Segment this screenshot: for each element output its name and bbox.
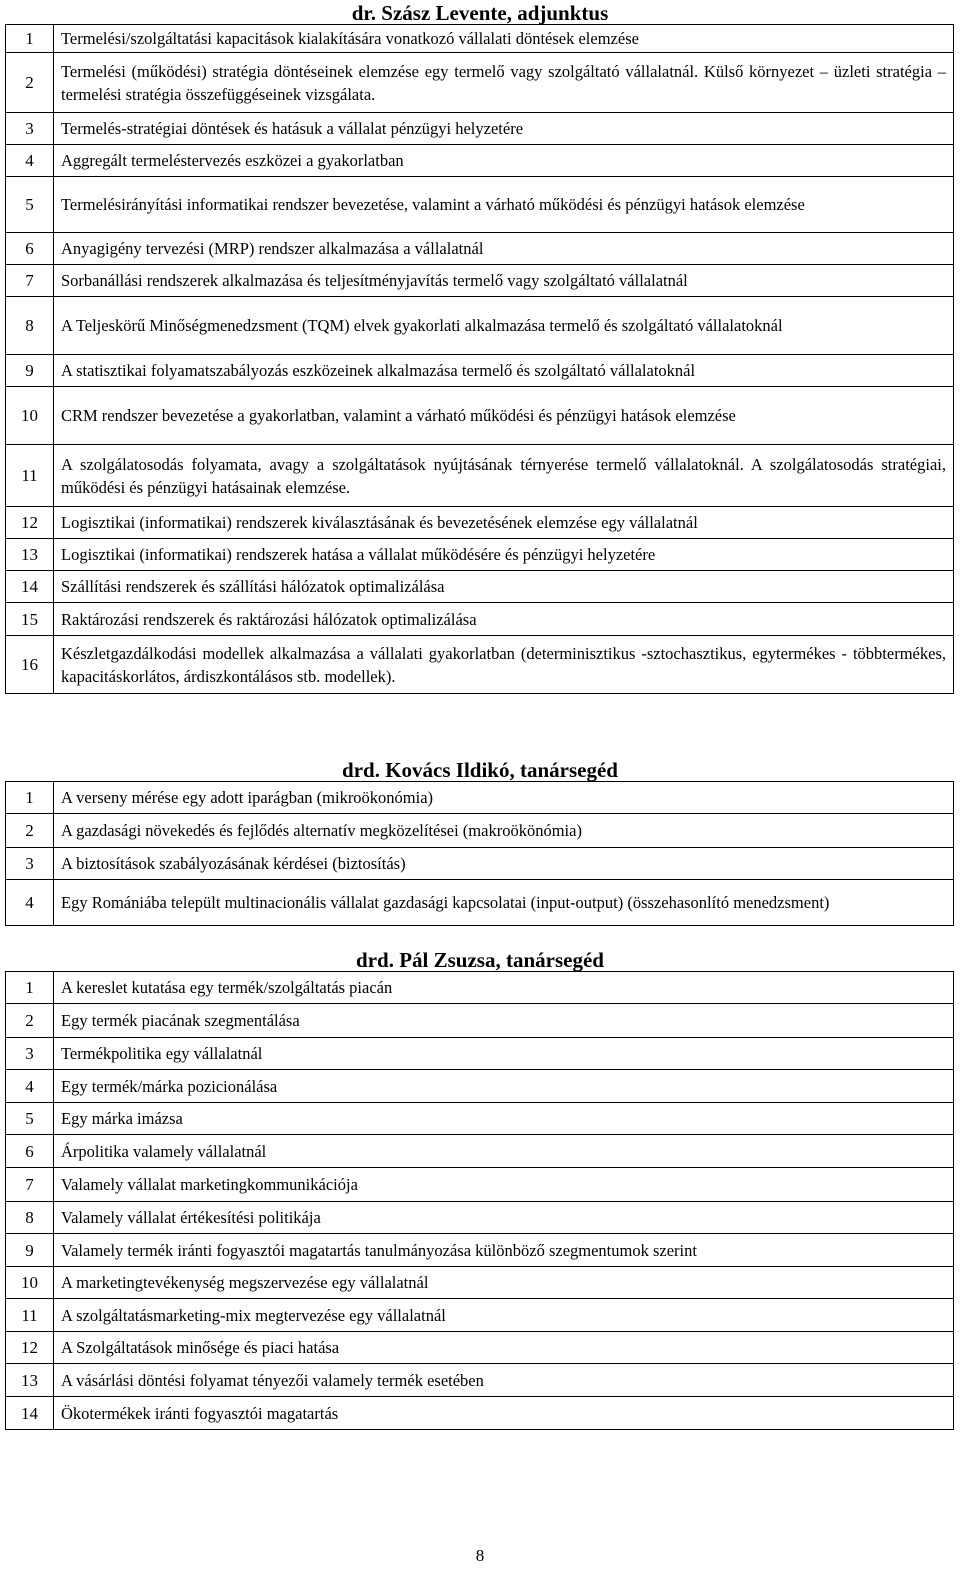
topic-title: A gazdasági növekedés és fejlődés alternatív megközelítései (makroökönómia) [54,814,954,848]
table-row [6,53,954,113]
topic-title: A kereslet kutatása egy termék/szolgáltatás piacán [54,972,954,1004]
table-row [6,297,954,355]
table-row [6,782,954,814]
topic-title: Ökotermékek iránti fogyasztói magatartás [54,1397,954,1430]
topic-title: CRM rendszer bevezetése a gyakorlatban, valamint a várható működési és pénzügyi hatások elemzése [54,387,954,445]
topic-title: A szolgálatosodás folyamata, avagy a szolgáltatások nyújtásának térnyerése termelő vállalatoknál. A szolgálatosodás stratégiai, működési és pénzügyi hatásainak elemzése. [54,445,954,507]
table-row [6,507,954,539]
topic-title: Valamely vállalat értékesítési politikája [54,1202,954,1234]
topic-title: Raktározási rendszerek és raktározási hálózatok optimalizálása [54,603,954,636]
topic-table-kovacs [5,781,954,926]
topic-number: 6 [6,1135,54,1168]
topic-title: Termelés-stratégiai döntések és hatásuk a vállalat pénzügyi helyzetére [54,113,954,145]
topic-title: A vásárlási döntési folyamat tényezői valamely termék esetében [54,1364,954,1397]
section-title-kovacs: drd. Kovács Ildikó, tanársegéd [342,758,618,782]
topic-title: A Szolgáltatások minősége és piaci hatása [54,1332,954,1364]
topic-title: Termelésirányítási informatikai rendszer bevezetése, valamint a várható működési és pénzügyi hatások elemzése [54,177,954,233]
topic-title: A Teljeskörű Minőségmenedzsment (TQM) elvek gyakorlati alkalmazása termelő és szolgáltató vállalatoknál [54,297,954,355]
topic-title: Termelési (működési) stratégia döntéseinek elemzése egy termelő vagy szolgáltató vállalatnál. Külső környezet – üzleti stratégia – termelési stratégia összefüggéseinek vizsgálata. [54,53,954,113]
table-row [6,880,954,926]
topic-number: 3 [6,113,54,145]
topic-number: 9 [6,355,54,387]
table-row [6,387,954,445]
topic-title: Logisztikai (informatikai) rendszerek kiválasztásának és bevezetésének elemzése egy vállalatnál [54,507,954,539]
table-row [6,445,954,507]
topic-title: A statisztikai folyamatszabályozás eszközeinek alkalmazása termelő és szolgáltató vállalatoknál [54,355,954,387]
topic-title: Termékpolitika egy vállalatnál [54,1038,954,1070]
topic-number: 2 [6,814,54,848]
section-title-pal: drd. Pál Zsuzsa, tanársegéd [356,948,604,972]
table-row [6,265,954,297]
table-row [6,1234,954,1267]
table-row [6,1038,954,1070]
table-row [6,1004,954,1038]
topic-number: 4 [6,880,54,926]
table-row [6,571,954,603]
topic-number: 13 [6,539,54,571]
topic-title: Szállítási rendszerek és szállítási hálózatok optimalizálása [54,571,954,603]
topic-number: 9 [6,1234,54,1267]
topic-number: 12 [6,1332,54,1364]
table-row [6,636,954,694]
topic-title: Egy Romániába települt multinacionális vállalat gazdasági kapcsolatai (input-output) (összehasonlító menedzsment) [54,880,954,926]
section-title-szasz: dr. Szász Levente, adjunktus [351,1,609,25]
topic-number: 11 [6,1299,54,1332]
topic-number: 14 [6,571,54,603]
table-row [6,145,954,177]
table-row [6,177,954,233]
topic-title: Sorbanállási rendszerek alkalmazása és teljesítményjavítás termelő vagy szolgáltató vállalatnál [54,265,954,297]
topic-title: Valamely vállalat marketingkommunikációja [54,1168,954,1202]
table-row [6,814,954,848]
topic-number: 4 [6,1070,54,1103]
topic-title: A szolgáltatásmarketing-mix megtervezése egy vállalatnál [54,1299,954,1332]
topic-title: Logisztikai (informatikai) rendszerek hatása a vállalat működésére és pénzügyi helyzetére [54,539,954,571]
topic-number: 7 [6,1168,54,1202]
topic-number: 8 [6,1202,54,1234]
topic-number: 3 [6,848,54,880]
topic-number: 15 [6,603,54,636]
table-row [6,1168,954,1202]
topic-number: 4 [6,145,54,177]
topic-number: 14 [6,1397,54,1430]
page-number: 8 [475,1546,485,1565]
table-row [6,848,954,880]
table-row [6,1332,954,1364]
table-row [6,113,954,145]
table-row [6,1202,954,1234]
topic-number: 5 [6,1103,54,1135]
table-row [6,1299,954,1332]
table-row [6,1135,954,1168]
topic-title: Egy márka imázsa [54,1103,954,1135]
topic-title: Aggregált termeléstervezés eszközei a gyakorlatban [54,145,954,177]
table-row [6,25,954,53]
table-row [6,1364,954,1397]
topic-title: A marketingtevékenység megszervezése egy vállalatnál [54,1267,954,1299]
topic-number: 11 [6,445,54,507]
topic-title: Árpolitika valamely vállalatnál [54,1135,954,1168]
topic-number: 1 [6,782,54,814]
topic-number: 13 [6,1364,54,1397]
table-row [6,1103,954,1135]
topic-number: 12 [6,507,54,539]
topic-number: 5 [6,177,54,233]
topic-table-szasz [5,24,954,694]
topic-title: Egy termék/márka pozicionálása [54,1070,954,1103]
table-row [6,603,954,636]
topic-number: 3 [6,1038,54,1070]
topic-number: 10 [6,1267,54,1299]
topic-title: A verseny mérése egy adott iparágban (mikroökonómia) [54,782,954,814]
topic-title: Egy termék piacának szegmentálása [54,1004,954,1038]
topic-title: Anyagigény tervezési (MRP) rendszer alkalmazása a vállalatnál [54,233,954,265]
topic-number: 2 [6,1004,54,1038]
topic-title: Valamely termék iránti fogyasztói magatartás tanulmányozása különböző szegmentumok szerint [54,1234,954,1267]
topic-number: 2 [6,53,54,113]
table-row [6,355,954,387]
table-row [6,233,954,265]
topic-title: A biztosítások szabályozásának kérdései (biztosítás) [54,848,954,880]
topic-number: 1 [6,972,54,1004]
topic-table-pal [5,971,954,1430]
table-row [6,1267,954,1299]
topic-number: 1 [6,25,54,53]
table-row [6,1397,954,1430]
table-row [6,1070,954,1103]
table-row [6,539,954,571]
topic-number: 10 [6,387,54,445]
topic-title: Termelési/szolgáltatási kapacitások kialakítására vonatkozó vállalati döntések elemzése [54,25,954,53]
table-row [6,972,954,1004]
topic-number: 16 [6,636,54,694]
topic-number: 6 [6,233,54,265]
topic-number: 8 [6,297,54,355]
topic-title: Készletgazdálkodási modellek alkalmazása a vállalati gyakorlatban (determinisztikus -sztochasztikus, egytermékes - többtermékes, kapacitáskorlátos, árdiszkontálásos stb. modellek). [54,636,954,694]
topic-number: 7 [6,265,54,297]
